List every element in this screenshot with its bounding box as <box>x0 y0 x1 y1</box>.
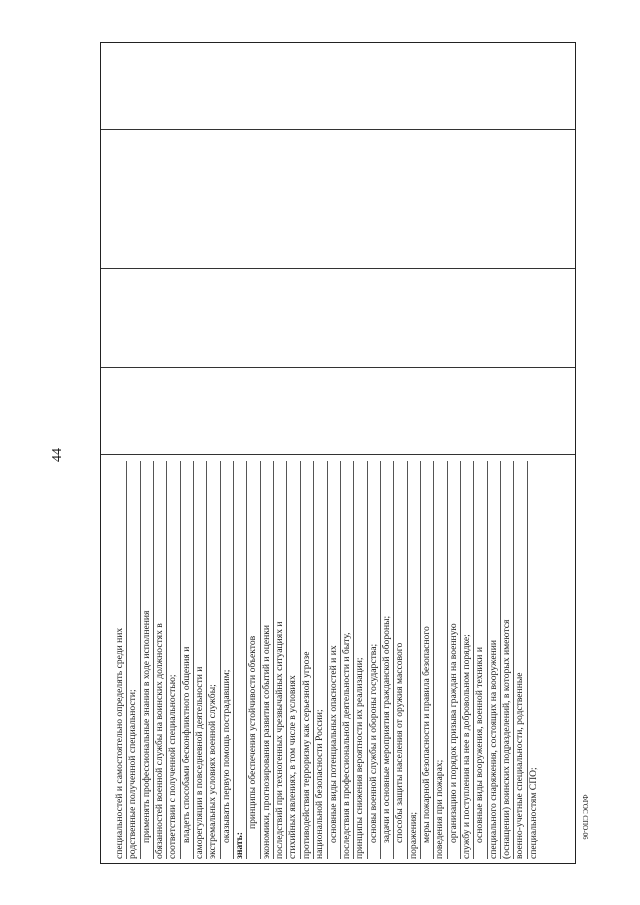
text-line: основные виды вооружения, военной техники и <box>474 461 487 859</box>
table-row-divider <box>101 268 575 269</box>
text-line: поведения при пожарах; <box>434 461 447 859</box>
text-line: соответствии с полученной специальностью; <box>167 461 180 859</box>
text-line: родственные полученной специальности; <box>127 461 140 859</box>
text-line: задачи и основные мероприятия гражданской обороны; <box>381 461 394 859</box>
text-line: меры пожарной безопасности и правила безопасного <box>421 461 434 859</box>
text-line: саморегуляции в повседневной деятельности и <box>194 461 207 859</box>
text-line: владеть способами бесконфликтного общения и <box>181 461 194 859</box>
text-line: противодействия терроризму как серьезной угрозе <box>301 461 314 859</box>
text-line: знать: <box>234 461 247 859</box>
text-line: военно-учетные специальности, родственные <box>514 461 527 859</box>
document-footer-code: ФГОС СПО-06 <box>581 794 589 840</box>
text-line: организацию и порядок призыва граждан на военную <box>448 461 461 859</box>
text-line: поражения; <box>408 461 421 859</box>
skills-knowledge-cell <box>101 455 575 865</box>
table-row-divider <box>101 129 575 130</box>
text-line: оказывать первую помощь пострадавшим; <box>221 461 234 859</box>
text-line: применять профессиональные знания в ходе исполнения <box>141 461 154 859</box>
text-line: национальной безопасности России; <box>314 461 327 859</box>
text-line: обязанностей военной службы на воинских должностях в <box>154 461 167 859</box>
text-line: способы защиты населения от оружия массового <box>394 461 407 859</box>
skills-knowledge-text <box>114 459 562 861</box>
text-line: принципы снижения вероятности их реализации; <box>354 461 367 859</box>
text-line: службу и поступления на нее в добровольном порядке; <box>461 461 474 859</box>
text-line: экстремальных условиях военной службы; <box>207 461 220 859</box>
requirements-table <box>100 42 576 864</box>
text-line: основы военной службы и обороны государства; <box>368 461 381 859</box>
text-line: специальностей и самостоятельно определять среди них <box>114 461 127 859</box>
text-line: последствий при техногенных чрезвычайных ситуациях и <box>274 461 287 859</box>
text-line: специальностям СПО; <box>527 767 539 859</box>
table-row-divider <box>101 367 575 368</box>
text-line: (оснащении) воинских подразделений, в которых имеются <box>501 461 514 859</box>
text-line: экономики, прогнозирования развития событий и оценки <box>261 461 274 859</box>
text-line: принципы обеспечения устойчивости объектов <box>247 461 260 859</box>
text-line: основные виды потенциальных опасностей и их <box>328 461 341 859</box>
page-number: 44 <box>50 448 65 462</box>
text-line: последствия в профессиональной деятельности и быту, <box>341 461 354 859</box>
text-line: специального снаряжения, состоящих на вооружении <box>488 461 501 859</box>
text-line: стихийных явлениях, в том числе в условиях <box>287 461 300 859</box>
